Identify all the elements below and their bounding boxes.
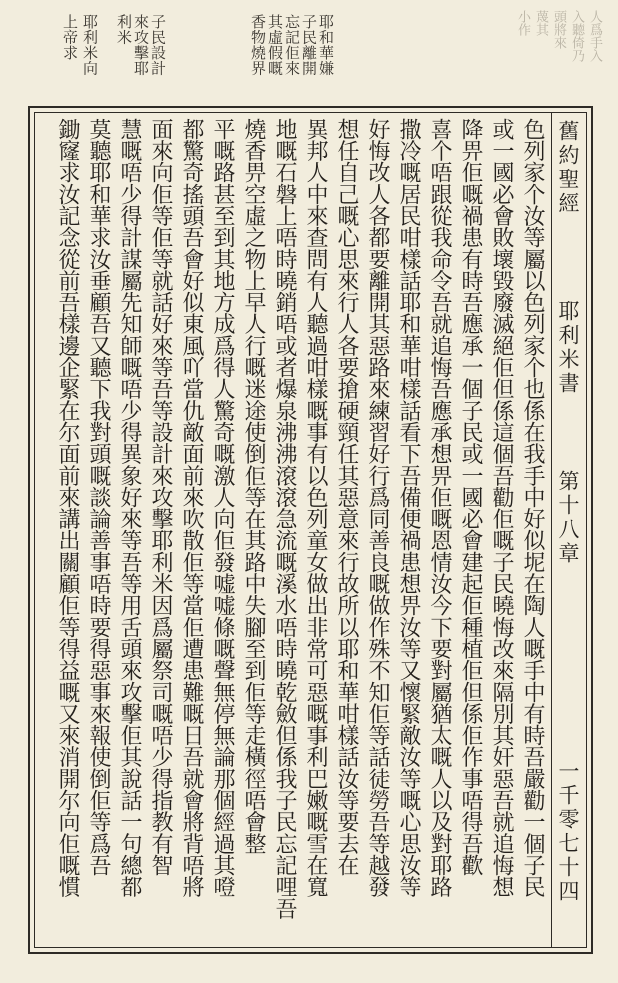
book-title: 舊約聖經	[556, 120, 580, 216]
body-column: 面來向佢等佢等就話好來等吾等設計來攻擊耶利米因爲屬祭司嘅唔少得指教有智	[148, 118, 173, 876]
body-column: 色列家个汝等屬以色列家个也係在我手中好似坭在陶人嘅手中有時吾嚴勸一個子民	[520, 118, 545, 898]
chapter-title: 第十八章	[556, 470, 580, 566]
body-column: 好悔改人各都要離開其惡路來練習好行爲同善良嘅做作殊不知佢等話徒勞吾等越發	[365, 118, 390, 898]
body-column: 莫聽耶和華求汝垂顧吾又聽下我對頭嘅談論善事唔時要得惡事來報使倒佢等爲吾	[86, 118, 111, 876]
body-column: 鋤窿求汝記念從前吾樣邊企緊在尔面前來講出關顧佢等得益嘅又來消開尔向佢嘅慣	[55, 118, 80, 898]
body-column: 地嘅石磐上唔時曉銷唔或者爆泉沸沸滾滾急流嘅溪水唔時曉乾斂但係我子民忘記哩吾	[272, 118, 297, 920]
header-note-line: 香物燒界	[249, 14, 267, 76]
header-note-line: 其虛假嘅	[266, 14, 284, 76]
body-column: 燒香畀空虛之物上早人行嘅迷途使倒佢等在其路中失腳至到佢等走橫徑唔會整	[241, 118, 266, 855]
header-note-line: 上帝求	[61, 14, 79, 61]
body-column: 或一國必會敗壞毀廢滅絕佢但係這個吾勸佢嘅子民曉悔改來隔別其奸惡吾就追悔想	[489, 118, 514, 898]
header-note-line: 耶和華嫌	[317, 14, 335, 76]
header-note-line: 子民離開	[300, 14, 318, 76]
header-note-line: 利米	[115, 14, 133, 45]
header-note-line: 來攻擊耶	[132, 14, 150, 76]
header-note-line: 耶利米向	[81, 14, 99, 76]
body-column: 降畀佢嘅禍患有時吾應承一個子民或一國必會建起佢種植佢但係佢作事唔得吾歡	[458, 118, 483, 876]
body-column: 異邦人中來查問有人聽過咁樣嘅事有以色列童女做出非常可惡嘅事利巴嫩嘅雪在寬	[303, 118, 328, 898]
body-column: 喜个唔跟從我命令吾就追悔吾應承想畀佢嘅恩情汝今下要對屬猶太嘅人以及對耶路	[427, 118, 452, 898]
header-note-line: 子民設計	[149, 14, 167, 76]
bleed-column: 入聽倚乃	[569, 10, 584, 62]
body-column: 慧嘅唔少得計謀屬先知師嘅唔少得異象好來等吾等用舌頭來攻擊佢其說話一句總都	[117, 118, 142, 898]
running-head-rule	[551, 112, 552, 948]
body-column: 撒冷嘅居民咁樣話耶和華咁樣話看下吾備便禍患想畀汝等又懷緊敵汝等嘅心思汝等	[396, 118, 421, 898]
body-column: 平嘅路甚至到其地方成爲得人驚奇嘅激人向佢發嘘嘘條嘅聲無停無論那個經過其噔	[210, 118, 235, 898]
bleed-column: 蔑其	[533, 10, 548, 36]
header-note-line: 忘記佢來	[283, 14, 301, 76]
page-number: 一千零七十四	[556, 760, 580, 904]
body-column: 都驚奇搖頭吾會好似東風吖當仇敵面前來吹散佢等當佢遭患難嘅日吾就會將背唔將	[179, 118, 204, 898]
bleed-column: 人爲手入	[587, 10, 602, 62]
bleed-column: 小作	[515, 10, 530, 36]
section-title: 耶利米書	[556, 300, 580, 396]
body-column: 想任自己嘅心思來行人各要搶硬頸任其惡意來行故所以耶和華咁樣話汝等要去在	[334, 118, 359, 876]
bleed-column: 頭將來	[551, 10, 566, 49]
